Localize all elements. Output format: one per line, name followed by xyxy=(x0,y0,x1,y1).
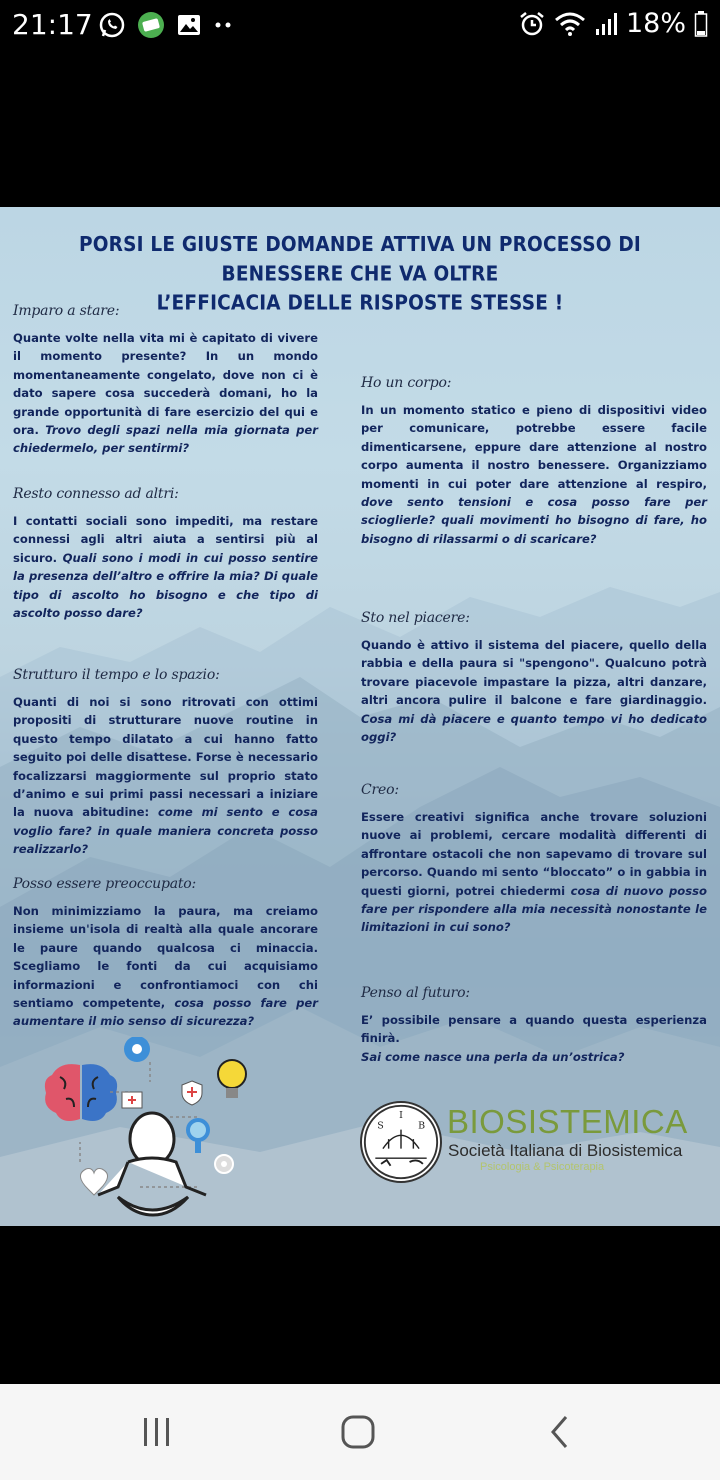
section-title: Penso al futuro: xyxy=(361,985,470,1001)
sib-emblem-icon xyxy=(360,1101,442,1183)
section-body: Essere creativi significa anche trovare soluzioni nuove ai problemi, cercare modalità differenti di affrontare ostacoli che non sapevamo di trovare sul percorso. Quando mi sento “bloccato” o in gabbia in questi giorni, potrei chiedermi cosa di nuovo posso fare per rispondere alla mia necessità nonostante le limitazioni in cui sono? xyxy=(361,810,707,935)
headline-line-1: PORSI LE GIUSTE DOMANDE ATTIVA UN PROCESSO DI BENESSERE CHE VA OLTRE xyxy=(78,233,642,286)
home-icon xyxy=(340,1414,376,1450)
wellbeing-poster xyxy=(0,207,720,1226)
recents-icon xyxy=(141,1416,173,1448)
section-imparo xyxy=(13,303,318,458)
svg-text:S: S xyxy=(377,1120,384,1132)
section-title: Strutturo il tempo e lo spazio: xyxy=(13,667,220,683)
meditation-illustration xyxy=(40,1037,260,1222)
section-title: Sto nel piacere: xyxy=(361,610,470,626)
section-piacere xyxy=(361,610,707,746)
brain-icon xyxy=(45,1064,117,1121)
headline-line-2: L’EFFICACIA DELLE RISPOSTE STESSE ! xyxy=(156,291,564,315)
biosistemica-logo xyxy=(360,1099,710,1189)
battery-icon xyxy=(694,10,708,38)
android-nav-bar xyxy=(0,1384,720,1480)
section-creo xyxy=(361,782,707,937)
alarm-icon xyxy=(518,10,546,38)
back-icon xyxy=(548,1414,572,1450)
magnifier-icon xyxy=(188,1120,208,1153)
status-bar xyxy=(0,0,720,50)
section-posso xyxy=(13,876,318,1031)
gear-icon xyxy=(124,1037,150,1062)
section-strutturo xyxy=(13,667,318,859)
more-dots-icon xyxy=(212,19,236,31)
section-title: Ho un corpo: xyxy=(361,375,452,391)
gear-small-icon xyxy=(215,1155,233,1173)
section-title: Resto connesso ad altri: xyxy=(13,486,179,502)
section-body: In un momento statico e pieno di dispositivi video per comunicare, potrebbe essere facile dimenticarsene, eppure dare attenzione al nostro corpo aumenta il nostro benessere. Organizziamo momenti in cui poter dare attenzione al respiro, dove sento tensioni e cosa posso fare per scioglierle? quali movimenti ho bisogno di fare, ho bisogno di rilassarmi o di scaricare? xyxy=(361,403,707,546)
lightbulb-icon xyxy=(218,1060,246,1098)
clock: 21:17 xyxy=(12,8,93,41)
section-body: Non minimizziamo la paura, ma creiamo insieme un'isola di realtà alla quale ancorare le paure quando qualcosa ci minaccia. Scegliamo le fonti da cui acquisiamo informazioni e confrontiamoci con chi sentiamo competente, cosa posso fare per aumentare il mio senso di sicurezza? xyxy=(13,904,319,1029)
recents-button[interactable] xyxy=(127,1412,187,1452)
section-title: Imparo a stare: xyxy=(13,303,120,319)
section-corpo xyxy=(361,375,707,548)
section-body: Quanti di noi si sono ritrovati con ottimi propositi di strutturare nuove routine in questo tempo dilatato a cui hanno fatto seguito poi delle disattese. Forse è necessario focalizzarsi maggiormente sul proprio stato d’animo e sui primi passi necessari a iniziare la nuova abitudine: come mi sento e cosa voglio fare? in quale maniera concreta posso realizzarlo? xyxy=(13,695,318,857)
wifi-icon xyxy=(554,10,586,38)
logo-tagline: Psicologia & Psicoterapia xyxy=(480,1161,605,1173)
first-aid-icon xyxy=(122,1092,142,1108)
svg-text:I: I xyxy=(399,1110,403,1122)
section-body: E’ possibile pensare a quando questa esperienza finirà. Sai come nasce una perla da un’ostrica? xyxy=(361,1013,707,1064)
notification-icons xyxy=(98,10,236,40)
shield-icon xyxy=(182,1081,202,1105)
section-title: Posso essere preoccupato: xyxy=(13,876,197,892)
logo-title: BIOSISTEMICA xyxy=(447,1103,688,1140)
section-resto xyxy=(13,486,318,622)
gallery-icon xyxy=(176,12,202,38)
section-body: Quando è attivo il sistema del piacere, quello della rabbia e della paura si "spengono". Qualcuno potrà trovare piacevole impastare la pizza, altri danzare, altri ancora pulire il balcone e fare giardinaggio. Cosa mi dà piacere e quanto tempo vi ho dedicato oggi? xyxy=(361,638,707,745)
svg-text:B: B xyxy=(418,1120,426,1132)
whatsapp-icon xyxy=(98,11,126,39)
section-title: Creo: xyxy=(361,782,399,798)
signal-icon xyxy=(594,11,618,37)
app-icon xyxy=(136,10,166,40)
back-button[interactable] xyxy=(530,1412,590,1452)
section-body: I contatti sociali sono impediti, ma restare connessi agli altri aiuta a sentirsi più al sicuro. Quali sono i modi in cui posso sentire la presenza dell’altro e offrire la mia? Di quale tipo di ascolto ho bisogno e che tipo di ascolto posso dare? xyxy=(13,514,318,621)
section-body: Quante volte nella vita mi è capitato di vivere il momento presente? In un mondo momentaneamente congelato, dove non ci è dato sapere cosa succederà domani, ho la grande opportunità di fare esercizio del qui e ora. Trovo degli spazi nella mia giornata per chiedermelo, per sentirmi? xyxy=(13,331,318,456)
battery-percent: 18% xyxy=(625,8,686,39)
system-icons xyxy=(518,8,708,39)
home-button[interactable] xyxy=(328,1412,388,1452)
section-futuro xyxy=(361,985,707,1066)
logo-subtitle: Società Italiana di Biosistemica xyxy=(448,1141,683,1160)
